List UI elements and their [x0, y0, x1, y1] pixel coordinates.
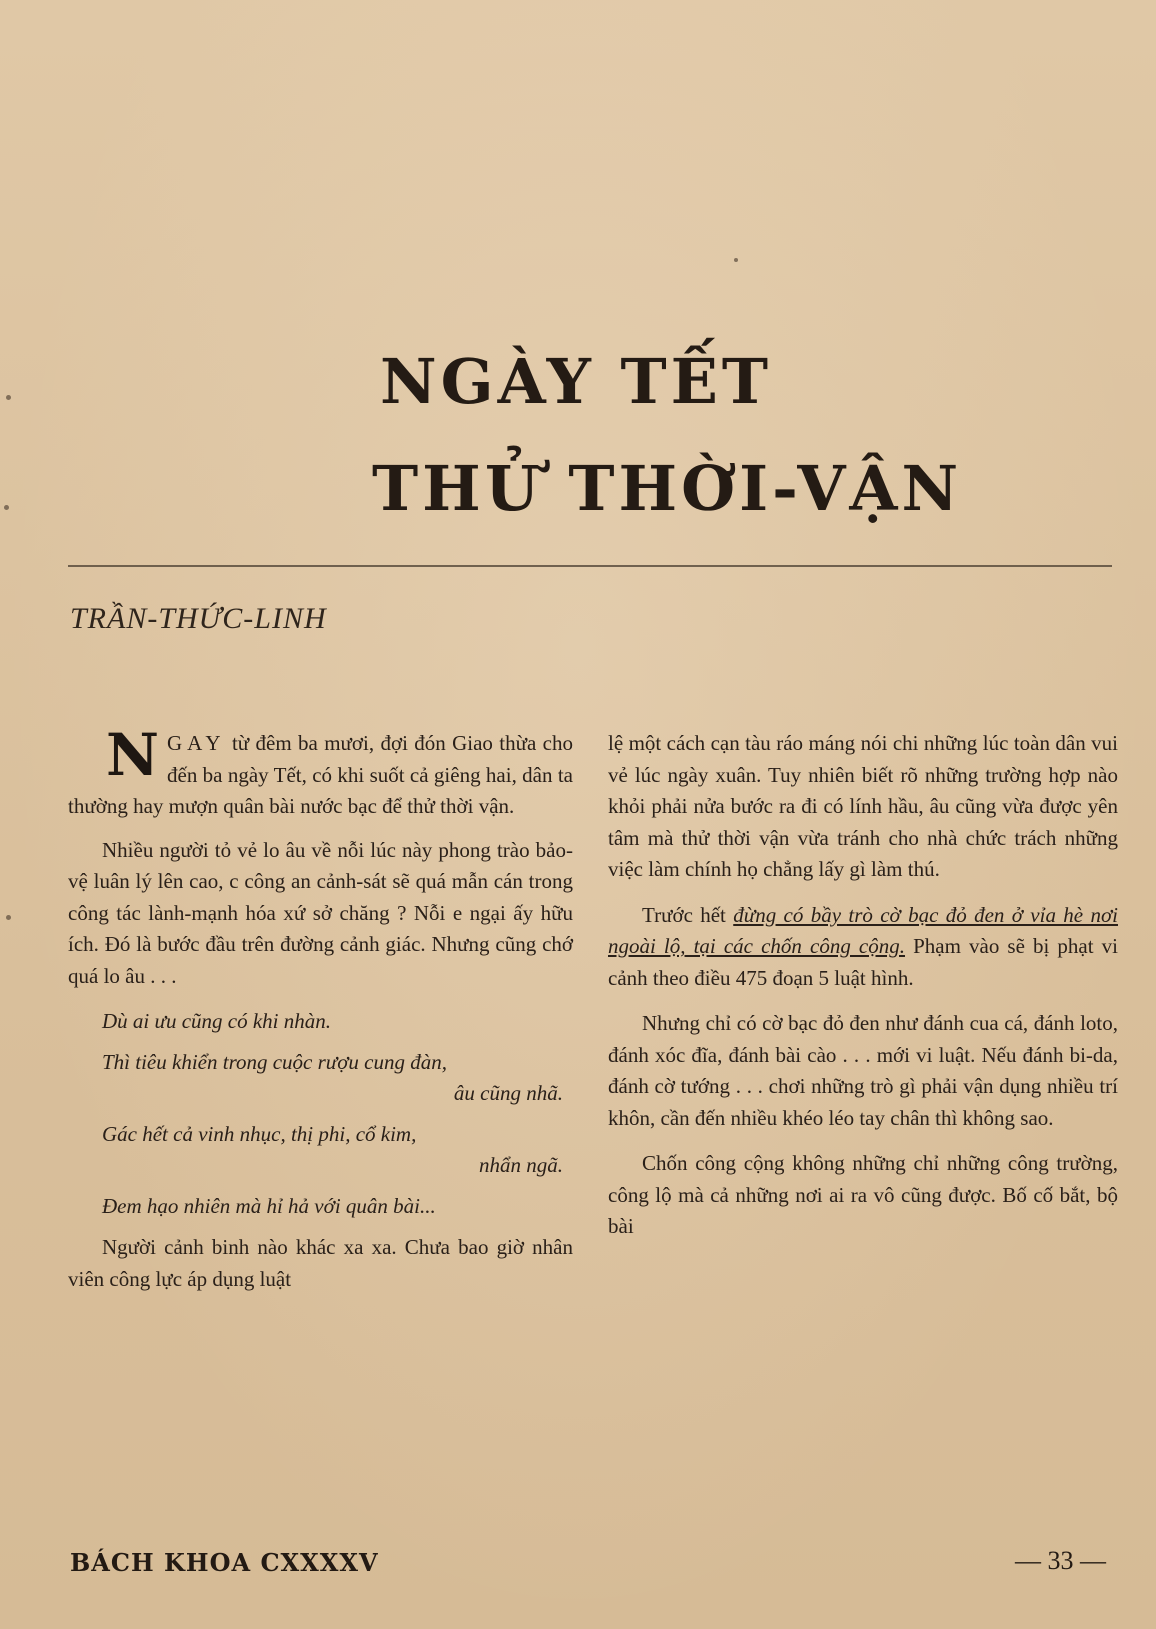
left-paragraph-2: Nhiều người tỏ vẻ lo âu về nỗi lúc này phong trào bảo-vệ luân lý lên cao, c công an cảnh-sát sẽ quá mẫn cán trong công tác lành-mạnh hóa xứ sở chăng ? Nỗi e ngại ấy hữu ích. Đó là bước đầu trên đường cảnh giác. Nhưng cũng chớ quá lo âu . . . [68, 837, 573, 988]
opening-paragraph [68, 721, 574, 823]
right-paragraph-2 [608, 900, 1118, 995]
print-speck [6, 915, 11, 920]
left-paragraph-3: Người cảnh binh nào khác xa xa. Chưa bao giờ nhân viên công lực áp dụng luật [68, 1235, 573, 1291]
right-paragraph-2-emphasis: đừng có bầy trò cờ bạc đỏ đen ở vỉa hè nơi ngoài lộ, tại các chốn công cộng. [608, 902, 1118, 958]
print-speck [6, 395, 11, 400]
title-divider [68, 565, 1112, 567]
article-title-line-1: NGÀY TẾT [380, 345, 773, 418]
page-number: — 33 — [1015, 1546, 1106, 1575]
right-paragraph-2-intro: Trước hết [642, 902, 726, 927]
verse-line: Dù ai ưu cũng có khi nhàn. [102, 1009, 332, 1033]
left-column [68, 721, 574, 1309]
verse-1 [68, 1006, 573, 1037]
right-paragraph-3: Nhưng chỉ có cờ bạc đỏ đen như đánh cua cá, đánh loto, đánh xóc đĩa, đánh bài cào . . . mới vi luật. Nếu đánh bi-da, đánh cờ tướng . . . chơi những trò gì phải vận dụng nhiều trí khôn, cần đến nhiều khéo léo tay chân thì không sao. [608, 1011, 1118, 1130]
verse-4 [68, 1191, 573, 1222]
right-paragraph-2-rest: Phạm vào sẽ bị phạt vi cảnh theo điều 475 đoạn 5 luật hình. [608, 934, 1118, 990]
right-paragraph-4: Chốn công cộng không những chỉ những công trường, công lộ mà cả những nơi ai ra vô cũng được. Bố cố bắt, bộ bài [608, 1151, 1118, 1238]
verse-continuation: nhẩn ngã. [479, 1153, 563, 1177]
author-byline: TRẦN-THỨC-LINH [70, 602, 327, 635]
drop-cap: N [106, 721, 160, 789]
verse-2 [68, 1047, 573, 1109]
opening-paragraph-text: từ đêm ba mươi, đợi đón Giao thừa cho đến ba ngày Tết, có khi suốt cả giêng hai, dân ta thường hay mượn quân bài nước bạc để thử thời vận. [68, 731, 574, 818]
right-column [608, 728, 1118, 1257]
opening-word: GAY [167, 731, 226, 755]
publication-footer: BÁCH KHOA CXXXXV [70, 1548, 379, 1577]
verse-line: Thì tiêu khiển trong cuộc rượu cung đàn, [102, 1050, 448, 1074]
article-title-line-2: THỬ THỜI-VẬN [372, 452, 963, 525]
print-speck [734, 258, 738, 262]
verse-3 [68, 1119, 573, 1181]
right-paragraph-1: lệ một cách cạn tàu ráo máng nói chi những lúc toàn dân vui vẻ lúc ngày xuân. Tuy nhiên biết rõ những trường hợp nào khỏi phải nửa bước ra đi có lính hầu, âu cũng vừa được yên tâm mà thử thời vận vừa tránh cho nhà chức trách những việc làm chính họ chẳng lấy gì làm thú. [608, 731, 1118, 881]
print-speck [4, 505, 9, 510]
verse-continuation: âu cũng nhã. [453, 1081, 563, 1105]
verse-line: Đem hạo nhiên mà hỉ hả với quân bài... [102, 1194, 436, 1218]
verse-line: Gác hết cả vinh nhục, thị phi, cổ kim, [102, 1122, 417, 1146]
